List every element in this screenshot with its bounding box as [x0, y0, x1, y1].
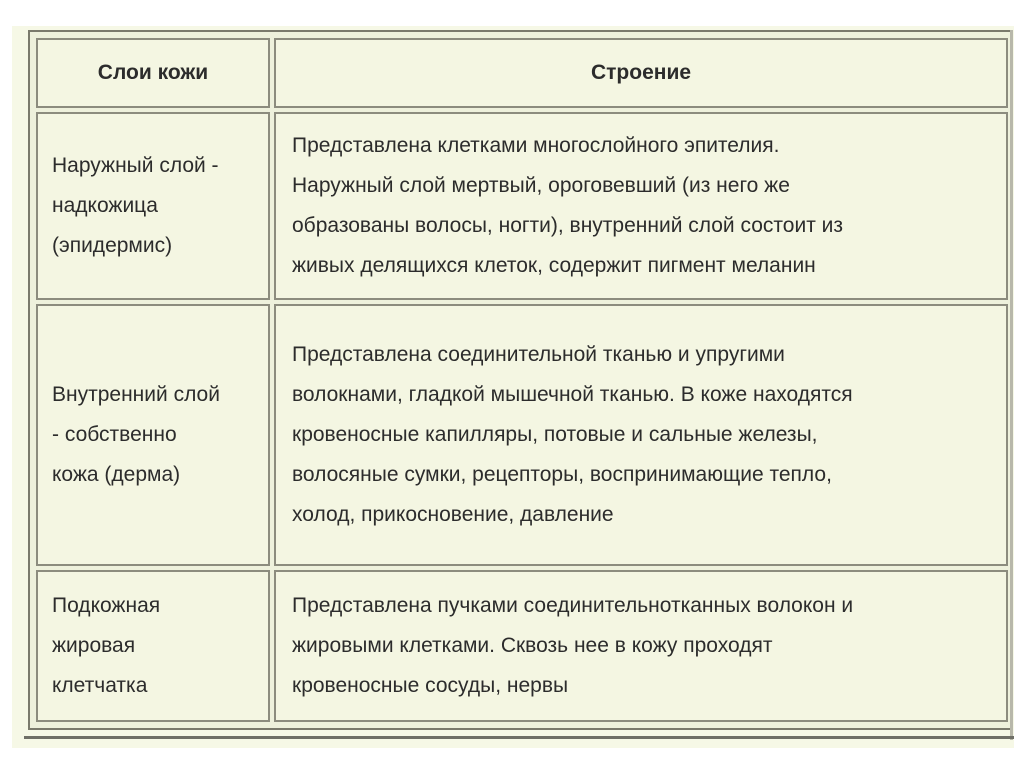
- skin-layers-table: [28, 30, 1012, 730]
- header-structure: [274, 38, 1008, 108]
- header-structure-label: Строение: [590, 61, 692, 84]
- layer-name: Подкожная жировая клетчатка: [52, 594, 161, 697]
- table-row-2-structure: [274, 304, 1008, 566]
- layer-name: Внутренний слой - собственно кожа (дерма): [52, 383, 220, 486]
- layer-structure: Представлена соединительной тканью и упругими волокнами, гладкой мышечной тканью. В коже находятся кровеносные капилляры, потовые и сальные железы, волосяные сумки, рецепторы, воспринимающие тепло, холод, прикосновение, давление: [292, 343, 853, 526]
- table-row-1-layer: [36, 112, 270, 300]
- bottom-divider: [24, 736, 1014, 739]
- layer-name: Наружный слой - надкожица (эпидермис): [52, 154, 219, 257]
- table-row-3-structure: [274, 570, 1008, 722]
- layer-structure: Представлена клетками многослойного эпителия. Наружный слой мертвый, ороговевший (из него же образованы волосы, ногти), внутренний слой состоит из живых делящихся клеток, содержит пигмент меланин: [292, 134, 844, 277]
- header-layers: [36, 38, 270, 108]
- header-layers-label: Слои кожи: [97, 61, 209, 84]
- right-divider: [1010, 30, 1013, 740]
- table-row-2-layer: [36, 304, 270, 566]
- table-row-3-layer: [36, 570, 270, 722]
- table-row-1-structure: [274, 112, 1008, 300]
- layer-structure: Представлена пучками соединительнотканных волокон и жировыми клетками. Сквозь нее в кожу проходят кровеносные сосуды, нервы: [292, 594, 854, 697]
